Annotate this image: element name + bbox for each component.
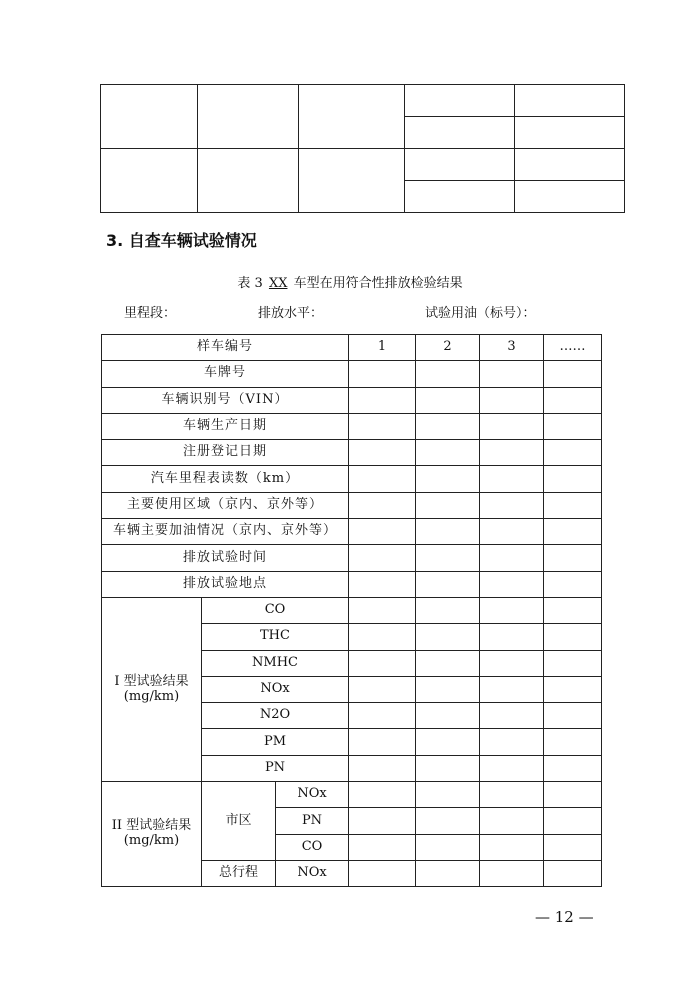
value-cell xyxy=(349,413,416,439)
value-cell xyxy=(416,571,480,597)
emission-level-label: 排放水平： xyxy=(258,306,324,321)
type1-group-label xyxy=(102,597,202,781)
table-row xyxy=(102,361,602,387)
value-cell xyxy=(416,650,480,676)
value-cell xyxy=(416,466,480,492)
mileage-label: 里程段： xyxy=(124,306,177,321)
sample-number: 1 xyxy=(349,335,416,361)
row-label: 排放试验时间 xyxy=(102,545,349,571)
table-row xyxy=(102,387,602,413)
row-label: 注册登记日期 xyxy=(102,440,349,466)
table-row xyxy=(102,413,602,439)
table-caption xyxy=(0,272,700,291)
empty-cell xyxy=(405,117,515,149)
value-cell xyxy=(544,834,602,860)
caption-suffix: 车型在用符合性排放检验结果 xyxy=(293,276,463,291)
value-cell xyxy=(480,466,544,492)
row-label: 车辆生产日期 xyxy=(102,413,349,439)
value-cell xyxy=(480,597,544,623)
total-label: 总行程 xyxy=(202,860,276,886)
table-row xyxy=(102,597,602,623)
value-cell xyxy=(544,729,602,755)
row-label: 车辆识别号（VIN） xyxy=(102,387,349,413)
value-cell xyxy=(349,545,416,571)
pollutant-label: PN xyxy=(276,808,349,834)
value-cell xyxy=(544,597,602,623)
pollutant-label: NOx xyxy=(276,860,349,886)
empty-cell xyxy=(405,181,515,213)
value-cell xyxy=(544,440,602,466)
type2-label: II 型试验结果 xyxy=(111,818,192,834)
value-cell xyxy=(544,492,602,518)
value-cell xyxy=(480,729,544,755)
value-cell xyxy=(349,860,416,886)
empty-cell xyxy=(198,85,299,149)
value-cell xyxy=(544,571,602,597)
empty-cell xyxy=(515,85,625,117)
empty-cell xyxy=(101,149,198,213)
table-row xyxy=(102,519,602,545)
value-cell xyxy=(349,650,416,676)
value-cell xyxy=(349,519,416,545)
urban-label: 市区 xyxy=(202,782,276,861)
value-cell xyxy=(416,597,480,623)
value-cell xyxy=(544,387,602,413)
value-cell xyxy=(349,834,416,860)
value-cell xyxy=(416,729,480,755)
empty-cell xyxy=(299,85,405,149)
value-cell xyxy=(349,624,416,650)
caption-blank: XX xyxy=(268,276,288,291)
value-cell xyxy=(544,703,602,729)
value-cell xyxy=(349,440,416,466)
value-cell xyxy=(349,571,416,597)
value-cell xyxy=(416,387,480,413)
empty-cell xyxy=(198,149,299,213)
caption-prefix: 表 3 xyxy=(237,276,263,291)
table-row xyxy=(102,440,602,466)
empty-cell xyxy=(515,117,625,149)
value-cell xyxy=(416,860,480,886)
value-cell xyxy=(349,597,416,623)
value-cell xyxy=(544,782,602,808)
value-cell xyxy=(349,361,416,387)
header-label: 样车编号 xyxy=(102,335,349,361)
value-cell xyxy=(349,703,416,729)
value-cell xyxy=(480,413,544,439)
empty-cell xyxy=(405,149,515,181)
sample-number: 3 xyxy=(480,335,544,361)
pollutant-label: NMHC xyxy=(202,650,349,676)
row-label: 车牌号 xyxy=(102,361,349,387)
value-cell xyxy=(349,676,416,702)
empty-cell xyxy=(515,149,625,181)
empty-cell xyxy=(299,149,405,213)
row-label: 主要使用区域（京内、京外等） xyxy=(102,492,349,518)
emission-results-table xyxy=(101,334,602,887)
value-cell xyxy=(544,413,602,439)
empty-cell xyxy=(405,85,515,117)
empty-cell xyxy=(515,181,625,213)
value-cell xyxy=(349,387,416,413)
type1-label: I 型试验结果 xyxy=(114,673,189,689)
value-cell xyxy=(480,782,544,808)
value-cell xyxy=(480,808,544,834)
previous-table-continuation xyxy=(100,84,625,213)
value-cell xyxy=(416,782,480,808)
pollutant-label: N2O xyxy=(202,703,349,729)
value-cell xyxy=(416,808,480,834)
value-cell xyxy=(480,519,544,545)
value-cell xyxy=(416,545,480,571)
row-label: 排放试验地点 xyxy=(102,571,349,597)
value-cell xyxy=(349,466,416,492)
value-cell xyxy=(544,361,602,387)
value-cell xyxy=(416,413,480,439)
value-cell xyxy=(480,860,544,886)
table-row xyxy=(102,571,602,597)
value-cell xyxy=(480,387,544,413)
value-cell xyxy=(544,860,602,886)
value-cell xyxy=(480,492,544,518)
value-cell xyxy=(349,808,416,834)
value-cell xyxy=(480,676,544,702)
value-cell xyxy=(544,624,602,650)
value-cell xyxy=(544,466,602,492)
value-cell xyxy=(416,676,480,702)
value-cell xyxy=(349,755,416,781)
value-cell xyxy=(416,519,480,545)
value-cell xyxy=(480,624,544,650)
pollutant-label: PM xyxy=(202,729,349,755)
value-cell xyxy=(544,545,602,571)
pollutant-label: PN xyxy=(202,755,349,781)
value-cell xyxy=(480,703,544,729)
type2-group-label xyxy=(102,782,202,887)
value-cell xyxy=(416,703,480,729)
value-cell xyxy=(480,361,544,387)
pollutant-label: THC xyxy=(202,624,349,650)
value-cell xyxy=(416,624,480,650)
row-label: 汽车里程表读数（km） xyxy=(102,466,349,492)
value-cell xyxy=(480,834,544,860)
value-cell xyxy=(480,440,544,466)
value-cell xyxy=(349,729,416,755)
value-cell xyxy=(480,755,544,781)
value-cell xyxy=(480,545,544,571)
value-cell xyxy=(416,492,480,518)
row-label: 车辆主要加油情况（京内、京外等） xyxy=(102,519,349,545)
sample-number: 2 xyxy=(416,335,480,361)
value-cell xyxy=(480,571,544,597)
type2-unit: (mg/km) xyxy=(123,833,180,849)
value-cell xyxy=(544,676,602,702)
test-fuel-label: 试验用油（标号）： xyxy=(425,306,536,321)
sample-number: …… xyxy=(544,335,602,361)
value-cell xyxy=(544,755,602,781)
value-cell xyxy=(480,650,544,676)
value-cell xyxy=(544,519,602,545)
table-row xyxy=(102,466,602,492)
type1-unit: (mg/km) xyxy=(123,688,180,704)
pollutant-label: NOx xyxy=(202,676,349,702)
pollutant-label: CO xyxy=(202,597,349,623)
table-row xyxy=(102,492,602,518)
header-row xyxy=(102,335,602,361)
value-cell xyxy=(416,440,480,466)
value-cell xyxy=(544,808,602,834)
pollutant-label: CO xyxy=(276,834,349,860)
pollutant-label: NOx xyxy=(276,782,349,808)
value-cell xyxy=(416,755,480,781)
value-cell xyxy=(349,492,416,518)
value-cell xyxy=(416,361,480,387)
table-row xyxy=(102,782,602,808)
empty-cell xyxy=(101,85,198,149)
value-cell xyxy=(544,650,602,676)
value-cell xyxy=(349,782,416,808)
page-number: — 12 — xyxy=(535,908,594,926)
section-heading: 3. 自查车辆试验情况 xyxy=(106,231,257,250)
table-row xyxy=(102,545,602,571)
value-cell xyxy=(416,834,480,860)
